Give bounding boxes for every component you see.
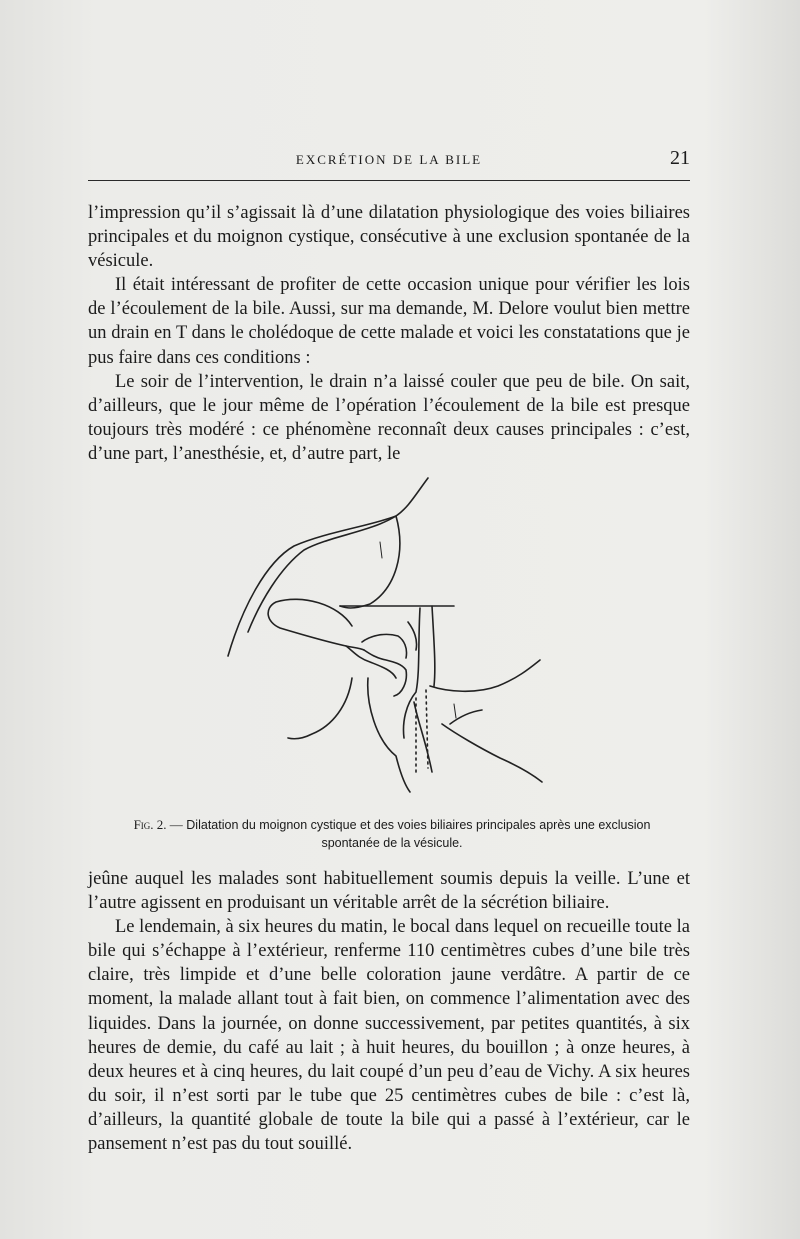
main-duct-right [432, 606, 435, 686]
tick-line [380, 542, 382, 558]
paragraph: jeûne auquel les malades sont habituellement soumis depuis la veille. L’une et l’autre agissent en produisant un véritable arrêt de la sécrétion biliaire. [88, 869, 690, 914]
page-number: 21 [670, 147, 690, 169]
cystic-duct [364, 650, 406, 696]
liver-outline [228, 478, 428, 656]
page-header [88, 147, 690, 182]
lower-right-curve [430, 660, 540, 691]
paragraph: Il était intéressant de profiter de cette occasion unique pour vérifier les lois de l’écoulement de la bile. Aussi, sur ma demande, M. Delore voulut bien mettre un drain en T dans le cholédoque de cette malade et voici les constatations que je pus faire dans ces conditions : [88, 275, 690, 368]
paragraph: Le lendemain, à six heures du matin, le bocal dans lequel on recueille toute la bile qui s’échappe à l’extérieur, renferme 110 centimètres cubes d’une bile très claire, très limpide et d’une belle coloration jaune verdâtre. A partir de ce moment, la malade allant tout à fait bien, on commence l’alimentation avec des liquides. Dans la journée, on donne successivement, par petites quantités, à six heures de demie, du café au lait ; à huit heures, du bouillon ; à onze heures, à deux heures et à cinq heures, du lait coupé d’un peu d’eau de Vichy. A six heures du soir, il n’est sorti par le tube que 25 centimètres cubes de bile : c’est là, d’ailleurs, la quantité globale de toute la bile qui a passé à l’extérieur, car le pansement n’est pas du tout souillé. [88, 917, 690, 1155]
pancreas-outline [414, 702, 432, 772]
tick-line [454, 704, 456, 718]
small-hook [408, 622, 417, 650]
paragraph: l’impression qu’il s’agissait là d’une dilatation physiologique des voies biliaires principales et du moignon cystique, consécutive à une exclusion spontanée de la vésicule. [88, 203, 690, 272]
drain-dotted-2 [426, 690, 428, 768]
anatomical-figure [220, 472, 560, 812]
hepatic-branch [362, 634, 407, 658]
lower-loop [442, 724, 542, 782]
cystic-duct-lower [346, 646, 396, 678]
body-text-top [88, 201, 690, 466]
biliary-drawing [220, 472, 560, 812]
paragraph: Le soir de l’intervention, le drain n’a laissé couler que peu de bile. On sait, d’ailleurs, que le jour même de l’opération l’écoulement de la bile est presque toujours très modéré : ce phénomène reconnaît deux causes principales : c’est, d’une part, l’anesthésie, et, d’autre part, le [88, 371, 690, 464]
header-rule [88, 180, 690, 181]
running-head: EXCRÉTION DE LA BILE [295, 152, 483, 167]
body-text-bottom [88, 867, 690, 1156]
liver-inner-edge [248, 516, 396, 632]
figure-label: Fig. 2. — [133, 817, 183, 832]
cystic-stump [268, 599, 364, 650]
duodenum-curve [288, 678, 352, 739]
figure-caption [112, 816, 672, 852]
caption-text: Dilatation du moignon cystique et des voies biliaires principales après une exclusion spontanée de la vésicule. [186, 818, 651, 850]
